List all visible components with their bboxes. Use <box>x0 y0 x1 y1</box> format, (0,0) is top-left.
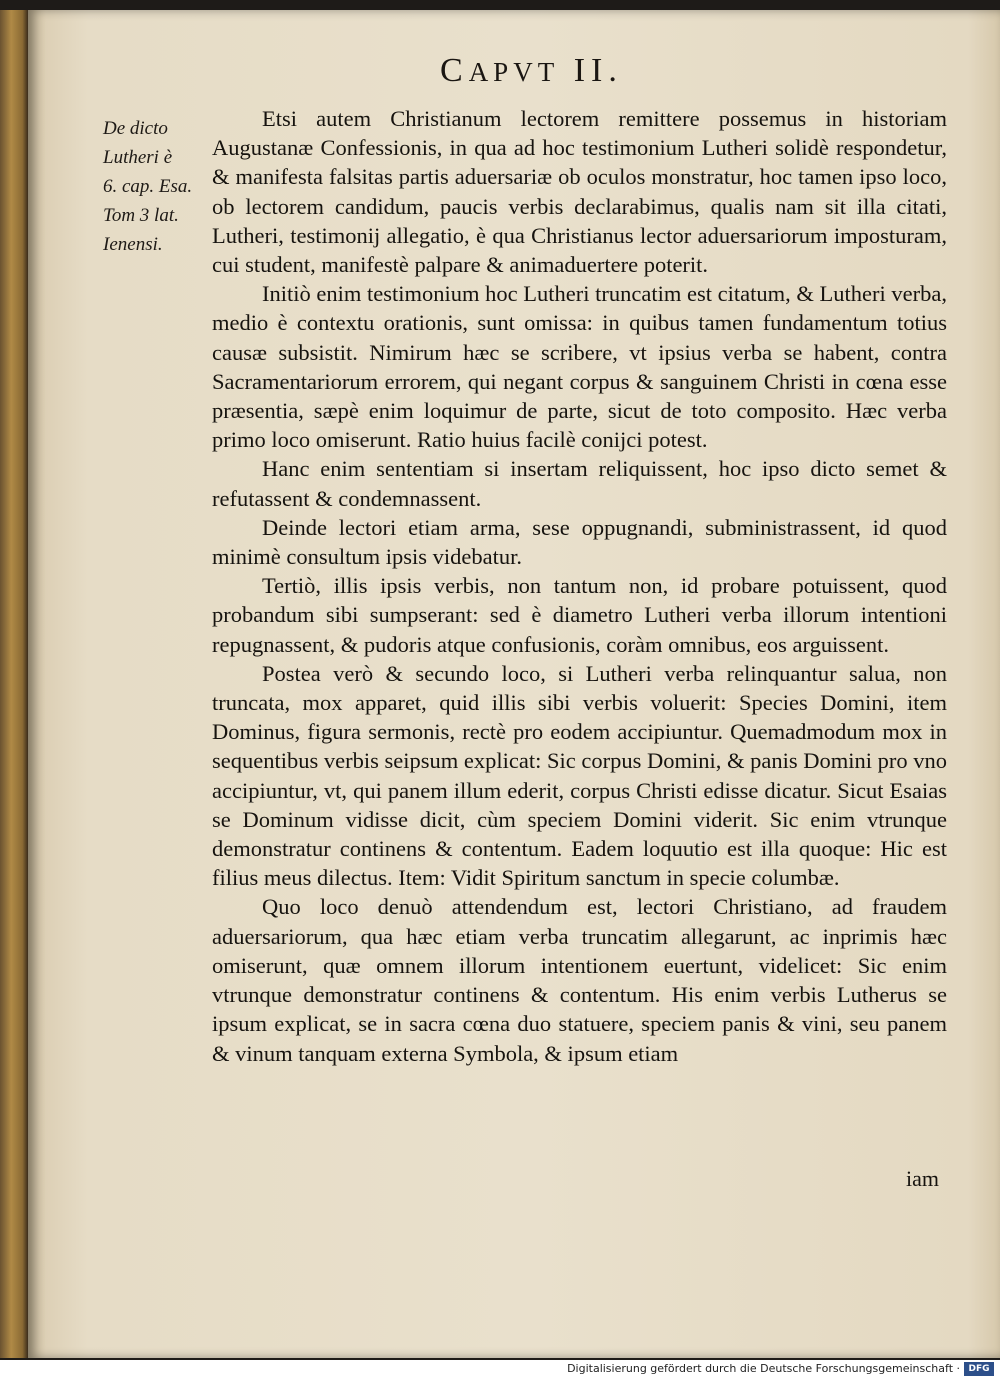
marginal-note-line: Lutheri è <box>103 147 173 168</box>
paragraph: Postea verò & secundo loco, si Lutheri verba relinquantur salua, non truncata, mox apparet, quid illis sibi verbis voluerit: Species Domini, item Dominus, figura sermonis, rectè pro eodem accipiuntur. Quemadmodum mox in sequentibus verbis seipsum explicat: Sic corpus Domini, & panis Domini pro vno accipiuntur, vt, qui panem illum ederit, corpus Christi edisse dicatur. Sicut Esaias se Dominum vidisse dicit, cùm speciem Domini viderit. Sic enim vtrunque demonstratur continens & contentum. Eadem loquutio est illa quoque: Hic est filius meus dilectus. Item: Vidit Spiritum sanctum in specie columbæ. <box>212 660 947 891</box>
running-header <box>440 52 760 90</box>
dfg-logo: DFG <box>964 1362 994 1376</box>
digitization-footer <box>0 1360 1000 1379</box>
catchword: iam <box>906 1166 939 1191</box>
paragraph: Deinde lectori etiam arma, sese oppugnandi, subministrassent, id quod minimè consultum ipsis videbatur. <box>212 514 947 570</box>
header-chapter-number: II. <box>573 52 623 89</box>
paragraph: Quo loco denuò attendendum est, lectori Christiano, ad fraudem aduersariorum, qua hæc etiam verba truncatim allegarunt, ac inprimis hæc omiserunt, quæ omnem illorum intentionem euertunt, videlicet: Sic enim vtrunque demonstratur continens & contentum. His enim verbis Lutherus se ipsum explicat, se in sacra cœna duo statuere, speciem panis & vini, seu panem & vinum tanquam externa Symbola, & ipsum etiam <box>212 894 947 1066</box>
marginal-note-line: De dicto <box>103 118 168 139</box>
paragraph: Hanc enim sententiam si insertam reliquissent, hoc ipso dicto semet & refutassent & condemnassent. <box>212 456 947 511</box>
header-title-rest: APVT <box>468 57 560 87</box>
marginal-note-line: 6. cap. Esa. <box>103 176 193 197</box>
marginal-note-line: Tom 3 lat. <box>103 205 179 226</box>
main-text <box>212 104 947 1068</box>
paragraph: Etsi autem Christianum lectorem remittere possemus in historiam Augustanæ Confessionis, in qua ad hoc testimonium Lutheri solidè respondetur, & manifesta falsitas partis aduersariæ ob oculos monstratur, hoc tamen ipso loco, ob lectorem candidum, paucis verbis declarabimus, qualis nam sit illa citati, Lutheri, testimonij allegatio, è qua Christianus lector aduersariorum imposturam, cui student, manifestè palpare & animaduertere poterit. <box>212 106 947 278</box>
header-title-cap: C <box>440 52 469 89</box>
footer-credit: Digitalisierung gefördert durch die Deutsche Forschungsgemeinschaft · <box>567 1362 960 1375</box>
paragraph: Tertiò, illis ipsis verbis, non tantum non, id probare potuissent, quod probandum sibi sumpserant: sed è diametro Lutheri verba illorum intentioni repugnassent, & pudoris atque confusionis, coràm omnibus, eos arguissent. <box>212 573 947 657</box>
marginal-note-line: Ienensi. <box>103 234 163 255</box>
marginal-note <box>103 114 213 259</box>
paragraph: Initiò enim testimonium hoc Lutheri truncatim est citatum, & Lutheri verba, medio è contextu orationis, sunt omissa: in quibus tamen fundamentum totius causæ subsistit. Nimirum hæc se scribere, vt ipsius verba se habent, contra Sacramentariorum errorem, qui negant corpus & sanguinem Christi in cœna esse præsentia, sæpè enim loquimur de parte, sicut de toto composito. Hæc verba primo loco omiserunt. Ratio huius facilè conijci potest. <box>212 281 947 453</box>
book-spine <box>0 10 28 1358</box>
